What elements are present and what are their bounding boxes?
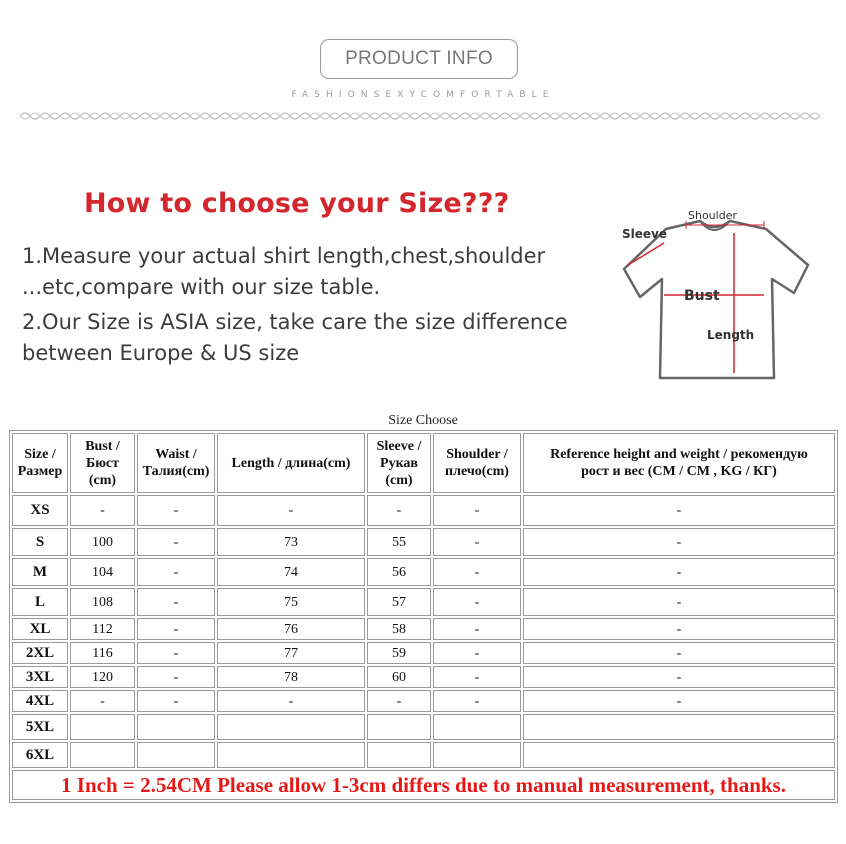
- cell-reference: [523, 742, 835, 768]
- table-row: [12, 528, 835, 556]
- cell-shoulder: -: [433, 528, 521, 556]
- cell-sleeve: [367, 742, 431, 768]
- cell-reference: -: [523, 690, 835, 712]
- cell-reference: -: [523, 588, 835, 616]
- cell-bust: -: [70, 495, 135, 526]
- tshirt-diagram: [614, 203, 814, 383]
- header-length: Length / длина(cm): [217, 433, 365, 493]
- cell-reference: -: [523, 528, 835, 556]
- cell-size: M: [12, 558, 68, 586]
- cell-waist: -: [137, 618, 215, 640]
- header-reference: Reference height and weight / рекомендую рост и вес (CM / CM , KG / КГ): [523, 433, 835, 493]
- product-info-label: PRODUCT INFO: [320, 39, 518, 79]
- cell-reference: -: [523, 642, 835, 664]
- cell-length: -: [217, 495, 365, 526]
- howto-title: How to choose your Size???: [84, 188, 510, 219]
- table-row: [12, 558, 835, 586]
- cell-shoulder: -: [433, 495, 521, 526]
- cell-size: 2XL: [12, 642, 68, 664]
- cell-shoulder: -: [433, 558, 521, 586]
- cell-waist: -: [137, 528, 215, 556]
- cell-waist: -: [137, 666, 215, 688]
- howto-line-4: between Europe & US size: [22, 341, 300, 365]
- table-row: [12, 588, 835, 616]
- length-label: Length: [707, 328, 755, 342]
- cell-reference: -: [523, 558, 835, 586]
- cell-length: -: [217, 690, 365, 712]
- cell-size: 6XL: [12, 742, 68, 768]
- cell-sleeve: 55: [367, 528, 431, 556]
- table-row: [12, 495, 835, 526]
- cell-shoulder: -: [433, 642, 521, 664]
- cell-size: 5XL: [12, 714, 68, 740]
- cell-size: XL: [12, 618, 68, 640]
- tagline: FASHIONSEXYCOMFORTABLE: [291, 90, 555, 100]
- table-footer-note: 1 Inch = 2.54CM Please allow 1-3cm differs due to manual measurement, thanks.: [12, 770, 835, 800]
- table-row: [12, 618, 835, 640]
- header-bust: Bust / Бюст (cm): [70, 433, 135, 493]
- cell-bust: [70, 714, 135, 740]
- cell-sleeve: 58: [367, 618, 431, 640]
- cell-bust: 116: [70, 642, 135, 664]
- cell-waist: -: [137, 690, 215, 712]
- cell-size: S: [12, 528, 68, 556]
- table-row: [12, 642, 835, 664]
- table-footer-row: [12, 770, 835, 800]
- cell-length: [217, 714, 365, 740]
- cell-reference: -: [523, 666, 835, 688]
- cell-reference: -: [523, 495, 835, 526]
- cell-shoulder: -: [433, 588, 521, 616]
- cell-waist: [137, 714, 215, 740]
- cell-shoulder: -: [433, 618, 521, 640]
- cell-sleeve: 57: [367, 588, 431, 616]
- cell-shoulder: -: [433, 666, 521, 688]
- cell-sleeve: 60: [367, 666, 431, 688]
- howto-line-3: 2.Our Size is ASIA size, take care the size difference: [22, 310, 568, 334]
- cell-size: 3XL: [12, 666, 68, 688]
- wave-divider: [20, 106, 820, 126]
- table-row: [12, 666, 835, 688]
- cell-length: 74: [217, 558, 365, 586]
- cell-waist: -: [137, 588, 215, 616]
- cell-waist: [137, 742, 215, 768]
- header-waist: Waist / Талия(cm): [137, 433, 215, 493]
- cell-sleeve: 56: [367, 558, 431, 586]
- cell-bust: 100: [70, 528, 135, 556]
- header-size: Size / Размер: [12, 433, 68, 493]
- cell-length: 77: [217, 642, 365, 664]
- table-row: [12, 690, 835, 712]
- cell-shoulder: [433, 742, 521, 768]
- bust-label: Bust: [684, 288, 720, 304]
- table-header-row: [12, 433, 835, 493]
- cell-shoulder: [433, 714, 521, 740]
- cell-bust: 120: [70, 666, 135, 688]
- cell-bust: [70, 742, 135, 768]
- cell-sleeve: 59: [367, 642, 431, 664]
- cell-waist: -: [137, 642, 215, 664]
- cell-bust: 104: [70, 558, 135, 586]
- cell-size: 4XL: [12, 690, 68, 712]
- cell-reference: -: [523, 618, 835, 640]
- cell-waist: -: [137, 495, 215, 526]
- cell-size: L: [12, 588, 68, 616]
- table-row: [12, 742, 835, 768]
- cell-sleeve: [367, 714, 431, 740]
- cell-length: 73: [217, 528, 365, 556]
- header-shoulder: Shoulder / плечо(cm): [433, 433, 521, 493]
- table-caption: Size Choose: [388, 413, 458, 428]
- shoulder-label: Shoulder: [688, 209, 737, 222]
- cell-sleeve: -: [367, 495, 431, 526]
- cell-length: 78: [217, 666, 365, 688]
- sleeve-label: Sleeve: [622, 227, 667, 241]
- table-row: [12, 714, 835, 740]
- cell-length: 76: [217, 618, 365, 640]
- cell-bust: 108: [70, 588, 135, 616]
- cell-bust: 112: [70, 618, 135, 640]
- howto-line-1: 1.Measure your actual shirt length,chest,shoulder: [22, 244, 546, 268]
- size-table: [9, 430, 838, 803]
- header-sleeve: Sleeve / Рукав (cm): [367, 433, 431, 493]
- howto-line-2: ...etc,compare with our size table.: [22, 275, 381, 299]
- cell-size: XS: [12, 495, 68, 526]
- cell-waist: -: [137, 558, 215, 586]
- cell-sleeve: -: [367, 690, 431, 712]
- cell-shoulder: -: [433, 690, 521, 712]
- cell-reference: [523, 714, 835, 740]
- cell-length: 75: [217, 588, 365, 616]
- cell-bust: -: [70, 690, 135, 712]
- cell-length: [217, 742, 365, 768]
